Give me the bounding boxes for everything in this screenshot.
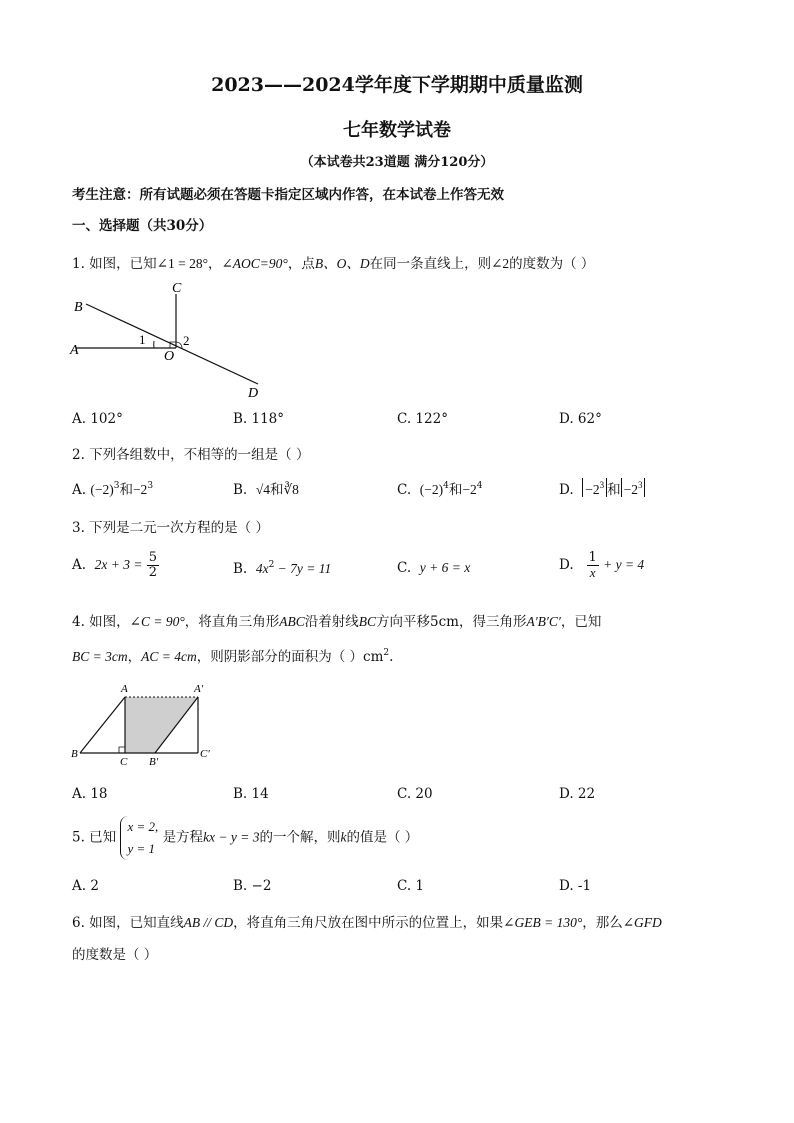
label-B-prime: B′ xyxy=(149,756,159,768)
label-C: C xyxy=(172,281,182,296)
q4-figure xyxy=(66,680,226,772)
q3-option-d[interactable]: D. $\frac{1}{x}$ + y = 4 xyxy=(559,550,645,580)
q1-stem: 1. 如图，已知∠1 = 28°，∠AOC=90°，点B、O、D在同一条直线上，则∠2的度数为（ ） xyxy=(72,256,595,272)
q1-figure xyxy=(66,280,276,402)
q2-option-c[interactable]: C. $(-2)^4$和$-2^4$ xyxy=(397,481,483,498)
label-B: B xyxy=(71,748,78,760)
q5-option-a[interactable]: A. 2 xyxy=(72,878,99,894)
q6-stem-line2: 的度数是（ ） xyxy=(72,947,158,963)
q4-option-d[interactable]: D. 22 xyxy=(559,786,596,802)
q1-option-c[interactable]: C. 122° xyxy=(397,411,448,427)
label-A-prime: A′ xyxy=(194,683,204,695)
label-C: C xyxy=(120,756,128,768)
q3-option-a[interactable]: A. 2x + 3 = $\frac{5}{2}$ xyxy=(72,550,158,580)
q1-option-a[interactable]: A. 102° xyxy=(72,411,123,427)
label-A: A xyxy=(70,343,79,358)
label-angle-1: 1 xyxy=(139,332,146,347)
q3-stem: 3. 下列是二元一次方程的是（ ） xyxy=(72,520,269,536)
exam-subtitle: 七年数学试卷 xyxy=(343,120,451,141)
label-D: D xyxy=(248,386,259,401)
q4-stem-line2: BC = 3cm，AC = 4cm，则阴影部分的面积为（ ）$cm^2$. xyxy=(72,648,394,665)
q2-option-b[interactable]: B. √4和∛8 xyxy=(233,482,299,498)
q2-option-a[interactable]: A. $(-2)^3$和$-2^3$ xyxy=(72,481,154,498)
q5-option-b[interactable]: B. −2 xyxy=(233,878,272,894)
equation-system: x = 2, y = 1 xyxy=(120,816,158,860)
q5-option-d[interactable]: D. -1 xyxy=(559,878,592,894)
q6-stem-line1: 6. 如图，已知直线AB // CD，将直角三角尺放在图中所示的位置上，如果∠GEB = 130°，那么∠GFD xyxy=(72,915,662,931)
q5-stem: 5. 已知 x = 2, y = 1 是方程kx − y = 3的一个解，则k的值是（ ） xyxy=(72,816,418,860)
q4-option-b[interactable]: B. 14 xyxy=(233,786,269,802)
q5-option-c[interactable]: C. 1 xyxy=(397,878,425,894)
exam-note: （本试卷共23道题 满分120分） xyxy=(300,155,494,170)
q1-option-b[interactable]: B. 118° xyxy=(233,411,285,427)
q1-option-d[interactable]: D. 62° xyxy=(559,411,602,427)
label-angle-2: 2 xyxy=(183,333,190,348)
attention-note: 考生注意：所有试题必须在答题卡指定区域内作答，在本试卷上作答无效 xyxy=(72,187,504,203)
label-O: O xyxy=(164,349,175,364)
q3-option-c[interactable]: C. y + 6 = x xyxy=(397,560,471,576)
q4-option-c[interactable]: C. 20 xyxy=(397,786,433,802)
label-A: A xyxy=(121,683,128,695)
q2-option-d[interactable]: D. $-2^3$ 和 $-2^3$ xyxy=(559,478,645,498)
q2-stem: 2. 下列各组数中，不相等的一组是（ ） xyxy=(72,447,310,463)
q4-stem-line1: 4. 如图，∠C = 90°，将直角三角形ABC沿着射线BC方向平移5cm，得三角形A′B′C′，已知 xyxy=(72,614,602,630)
label-B: B xyxy=(74,300,83,315)
q4-option-a[interactable]: A. 18 xyxy=(72,786,108,802)
label-C-prime: C′ xyxy=(200,748,210,760)
section-heading: 一、选择题（共30分） xyxy=(72,218,213,234)
q3-option-b[interactable]: B. $4x^2 - 7y = 11$ xyxy=(233,560,332,577)
exam-title: 2023——2024学年度下学期期中质量监测 xyxy=(211,74,583,96)
